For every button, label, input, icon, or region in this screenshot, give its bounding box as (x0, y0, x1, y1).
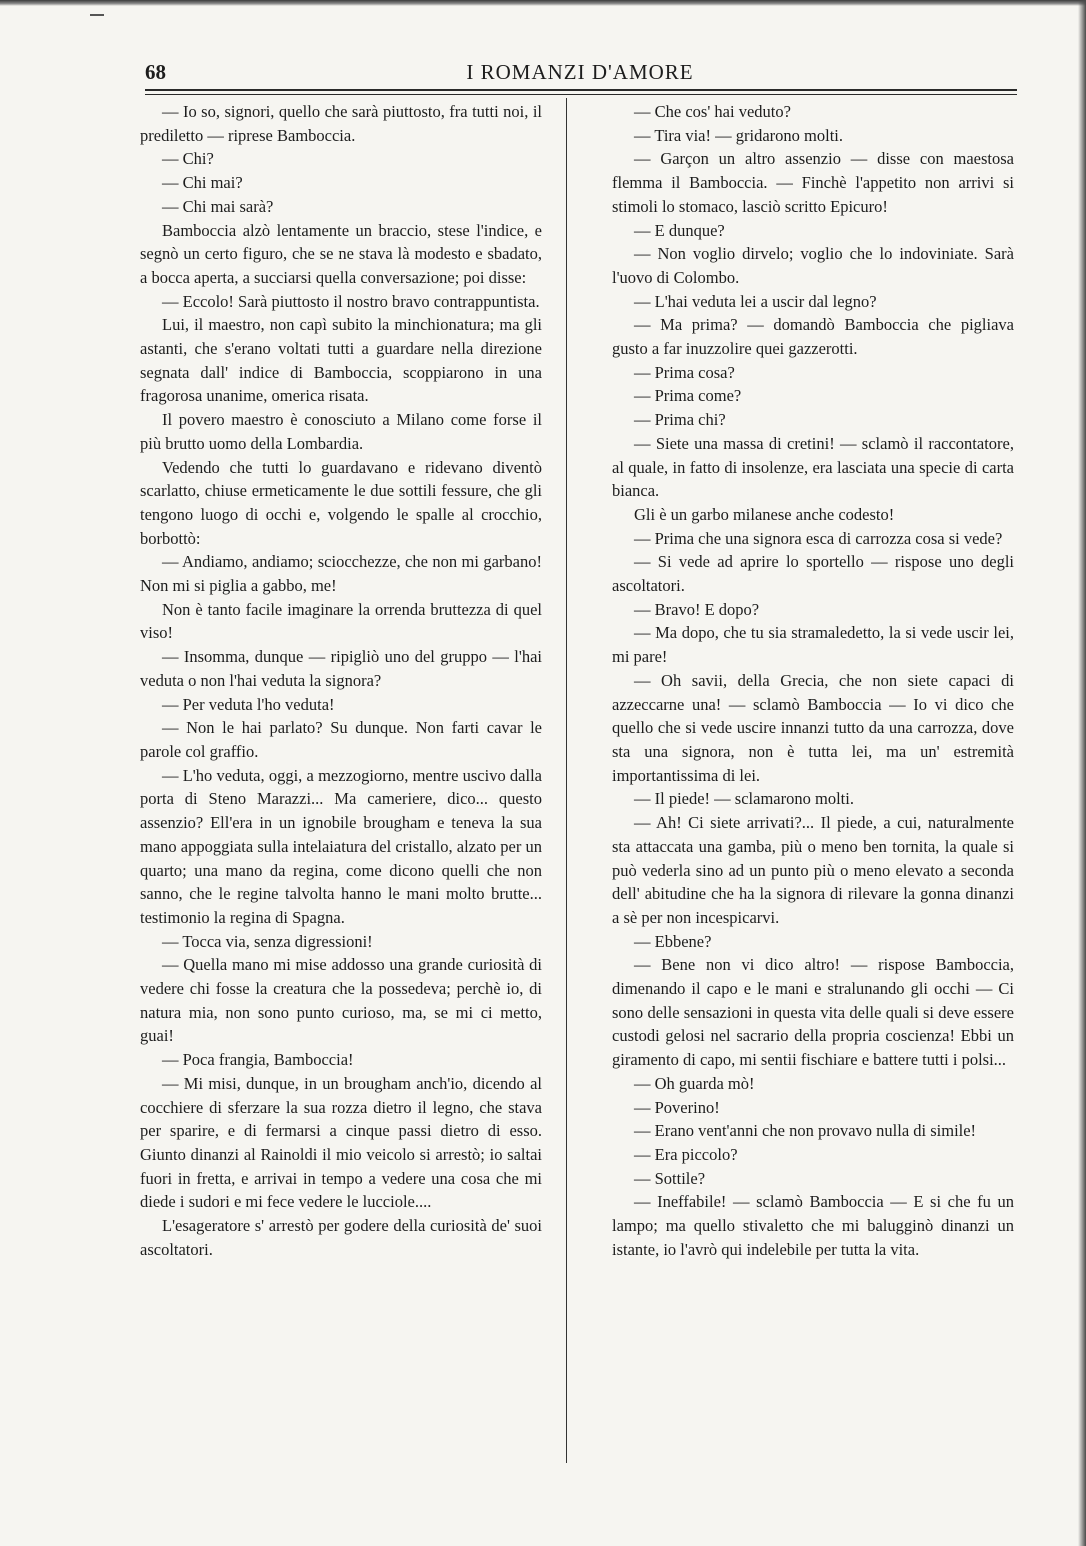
paragraph: — Si vede ad aprire lo sportello — rispose uno degli ascoltatori. (612, 552, 1014, 596)
paragraph: — Insomma, dunque — ripigliò uno del gruppo — l'hai veduta o non l'hai veduta la signora? (140, 647, 542, 690)
paragraph: — Non voglio dirvelo; voglio che lo indoviniate. Sarà l'uovo di Colombo. (612, 244, 1014, 287)
paragraph: — Poverino! (634, 1097, 720, 1117)
paragraph: — Che cos' hai veduto? (634, 102, 791, 121)
paragraph: — Erano vent'anni che non provavo nulla di simile! (634, 1121, 977, 1141)
page-header (145, 60, 1015, 90)
paragraph: — Mi misi, dunque, in un brougham anch'io, dicendo al cocchiere di sferzare la sua rozza dietro il legno, che stava per sparire, e di fermarsi a cinque passi dietro di esso. Giunto dinanzi al Rainoldi il mio veicolo si arrestò; io saltai fuori in fretta, e arrivai in tempo a vedere una cosa che mi diede i sudori e mi fece vedere le lucciole.... (140, 1073, 542, 1212)
paragraph: — Prima che una signora esca di carrozza cosa si vede? (634, 528, 1003, 548)
paragraph: — Ebbene? (634, 931, 712, 951)
scan-mark (90, 14, 104, 16)
paragraph: L'esageratore s' arrestò per godere della curiosità de' suoi ascoltatori. (140, 1216, 542, 1259)
paragraph: — Prima chi? (634, 410, 726, 430)
paragraph: — Tocca via, senza digressioni! (162, 931, 373, 951)
page-number: 68 (145, 60, 166, 84)
paragraph: Il povero maestro è conosciuto a Milano come forse il più brutto uomo della Lombardia. (140, 410, 542, 453)
scan-top-edge (0, 0, 1086, 6)
paragraph: — Eccolo! Sarà piuttosto il nostro bravo contrappuntista. (162, 291, 540, 311)
paragraph: Lui, il maestro, non capì subito la minchionatura; ma gli astanti, che s'erano voltati tutti a guardare nella direzione segnata dall' indice di Bamboccia, scoppiarono in una fragorosa unanime, omerica risata. (140, 315, 542, 406)
paragraph: — Ma prima? — domandò Bamboccia che pigliava gusto a far inuzzolire quei gazzerotti. (612, 315, 1014, 359)
paragraph: — Ineffabile! — sclamò Bamboccia — E si che fu un lampo; ma quello stivaletto che mi balugginò dinanzi un istante, io l'avrò qui indelebile per tutta la vita. (612, 1192, 1014, 1259)
paragraph: Gli è un garbo milanese anche codesto! (634, 504, 895, 524)
paragraph: — Bene non vi dico altro! — rispose Bamboccia, dimenando il capo e le mani e stralunando gli occhi — Ci sono delle sensazioni in questa vita delle quali si deve essere custodi gelosi nel sacrario della propria coscienza! Ebbi un giramento di capo, mi sentii fischiare e battere tutti i polsi... (612, 955, 1014, 1070)
paragraph: — Tira via! — gridarono molti. (634, 125, 843, 145)
right-column (612, 100, 1014, 1261)
paragraph: — L'hai veduta lei a uscir dal legno? (634, 291, 877, 311)
paragraph: — Oh guarda mò! (634, 1073, 755, 1093)
paragraph: — Poca frangia, Bamboccia! (162, 1050, 354, 1070)
paragraph: — Ah! Ci siete arrivati?... Il piede, a cui, naturalmente sta attaccata una gamba, più o meno ben tornita, la quale si può vederla sino ad un punto più o meno elevato a seconda dell' abitudine che ha la signora di rilevare la gonna dinanzi a sè per non incespicarvi. (612, 813, 1014, 927)
scan-right-edge (1078, 0, 1086, 1546)
paragraph: — Siete una massa di cretini! — sclamò il raccontatore, al quale, in fatto di insolenze, era lasciata una specie di carta bianca. (612, 433, 1014, 501)
paragraph: Bamboccia alzò lentamente un braccio, stese l'indice, e segnò un certo figuro, che se ne stava là modesto e sbadato, a bocca aperta, a succiarsi quella conversazione; poi disse: (140, 220, 542, 287)
paragraph: — Chi? (162, 149, 214, 169)
header-rule-thick (145, 89, 1017, 91)
paragraph: — E dunque? (634, 220, 725, 240)
paragraph: — Bravo! E dopo? (634, 599, 760, 619)
paragraph: — Oh savii, della Grecia, che non siete capaci di azzeccarne una! — sclamò Bamboccia — Io vi dico che quello che si vede uscire innanzi tutto da una carrozza, dove sta una signora, non è tutta lei, ma un' estremità importantissima di lei. (612, 670, 1014, 785)
paragraph: — Ma dopo, che tu sia stramaledetto, la si vede uscir lei, mi pare! (612, 623, 1014, 667)
paragraph: — Chi mai? (162, 173, 243, 193)
paragraph: — Io so, signori, quello che sarà piuttosto, fra tutti noi, il prediletto — riprese Bamboccia. (140, 102, 542, 145)
paragraph: — Per veduta l'ho veduta! (162, 694, 335, 714)
paragraph: — Quella mano mi mise addosso una grande curiosità di vedere chi fosse la creatura che la possedeva; perchè io, di natura mia, non sono punto curioso, ma, se mi ci metto, guai! (140, 955, 542, 1046)
column-divider (566, 98, 567, 1463)
paragraph: — L'ho veduta, oggi, a mezzogiorno, mentre uscivo dalla porta di Steno Marazzi... Ma cameriere, dico... questo assenzio? Ell'era in un ignobile brougham e teneva la sua mano appoggiata sulla intelaiatura del cristallo, alzato per un quarto; una mano da regina, come dicono quelli che non sanno, che le regine talvolta hanno le mani molto brutte... testimonio la regina di Spagna. (140, 765, 542, 927)
paragraph: — Non le hai parlato? Su dunque. Non farti cavar le parole col graffio. (140, 718, 542, 761)
paragraph: — Sottile? (634, 1168, 706, 1188)
running-title: I ROMANZI D'AMORE (466, 60, 694, 84)
paragraph: — Andiamo, andiamo; sciocchezze, che non mi garbano! Non mi si piglia a gabbo, me! (140, 552, 542, 596)
paragraph: — Chi mai sarà? (162, 196, 274, 216)
paragraph: Non è tanto facile imaginare la orrenda bruttezza di quel viso! (140, 599, 542, 643)
paragraph: — Prima come? (634, 386, 742, 406)
header-rule-thin (145, 94, 1017, 95)
paragraph: — Prima cosa? (634, 362, 735, 382)
left-column (140, 100, 542, 1261)
paragraph: — Il piede! — sclamarono molti. (634, 789, 854, 809)
paragraph: — Garçon un altro assenzio — disse con maestosa flemma il Bamboccia. — Finchè l'appetito non arrivi si stimoli lo stomaco, lasciò scritto Epicuro! (612, 149, 1014, 216)
paragraph: Vedendo che tutti lo guardavano e ridevano diventò scarlatto, chiuse ermeticamente le due sottili fessure, che gli tengono luogo di occhi e, volgendo le spalle al crocchio, borbottò: (140, 457, 542, 548)
paragraph: — Era piccolo? (634, 1144, 738, 1164)
